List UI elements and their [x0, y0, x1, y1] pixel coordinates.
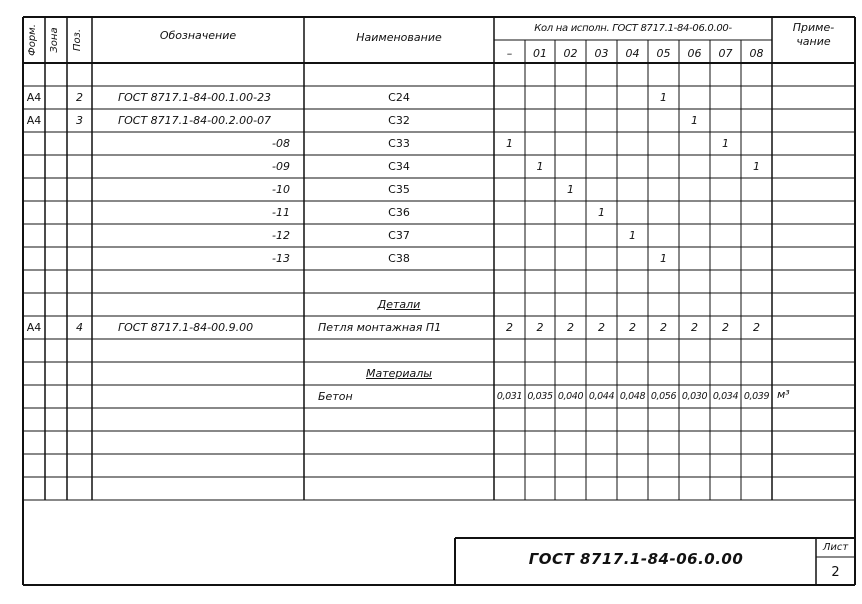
row-name: С35 — [388, 183, 410, 196]
material-quantity: 0,056 — [650, 391, 677, 402]
header-quantity-title: Кол на исполн. ГОСТ 8717.1-84-06.0.00- — [534, 23, 732, 34]
quantity-cell: 1 — [567, 183, 574, 196]
row-format: A4 — [26, 91, 42, 104]
document-number: ГОСТ 8717.1-84-06.0.00 — [528, 550, 744, 568]
material-quantity: 0,039 — [743, 391, 770, 402]
row-designation: -08 — [272, 137, 290, 150]
row-name: С33 — [388, 137, 410, 150]
row-name: С36 — [388, 206, 410, 219]
material-quantity: 0,048 — [619, 391, 646, 402]
row-format: A4 — [26, 114, 42, 127]
material-unit: м³ — [777, 388, 790, 401]
variant-header: 02 — [563, 47, 578, 60]
quantity-cell: 2 — [567, 321, 574, 334]
sheet-number: 2 — [831, 565, 840, 580]
quantity-cell: 1 — [722, 137, 729, 150]
row-designation: ГОСТ 8717.1-84-00.9.00 — [118, 321, 254, 334]
quantity-cell: 1 — [536, 160, 544, 173]
quantity-cell: 1 — [506, 137, 513, 150]
material-quantity: 0,034 — [712, 391, 739, 402]
row-designation: ГОСТ 8717.1-84-00.2.00-07 — [118, 114, 272, 127]
row-name: С24 — [388, 91, 410, 104]
header-note-line2: чание — [796, 35, 831, 48]
row-designation: -11 — [272, 206, 290, 219]
variant-header: 04 — [625, 47, 640, 60]
quantity-cell: 2 — [753, 321, 760, 334]
quantity-cell: 2 — [691, 321, 698, 334]
header-position: Поз. — [72, 28, 83, 52]
quantity-cell: 1 — [629, 229, 636, 242]
material-name: Бетон — [318, 390, 353, 403]
header-name: Наименование — [356, 31, 442, 44]
row-name: С32 — [388, 114, 410, 127]
row-designation: -12 — [272, 229, 290, 242]
header-designation: Обозначение — [159, 29, 237, 42]
row-name: С38 — [388, 252, 410, 265]
quantity-cell: 1 — [691, 114, 698, 127]
variant-header: 05 — [656, 47, 671, 60]
material-quantity: 0,030 — [681, 391, 708, 402]
quantity-cell: 1 — [753, 160, 760, 173]
header-zone: Зона — [49, 27, 60, 53]
quantity-cell: 1 — [598, 206, 605, 219]
row-designation: -13 — [272, 252, 290, 265]
quantity-cell: 2 — [598, 321, 605, 334]
material-quantity: 0,044 — [588, 391, 615, 402]
section-title-parts: Детали — [377, 298, 421, 311]
row-name: С34 — [388, 160, 410, 173]
row-position: 3 — [76, 114, 83, 127]
row-format: A4 — [26, 321, 42, 334]
quantity-cell: 1 — [660, 252, 667, 265]
quantity-cell: 2 — [660, 321, 667, 334]
quantity-cell: 2 — [629, 321, 636, 334]
material-quantity: 0,031 — [496, 391, 523, 402]
variant-header: 03 — [594, 47, 609, 60]
quantity-cell: 2 — [506, 321, 513, 334]
material-quantity: 0,035 — [527, 391, 553, 402]
variant-header: 07 — [718, 47, 733, 60]
quantity-cell: 2 — [536, 321, 544, 334]
quantity-cell: 1 — [660, 91, 667, 104]
sheet-label: Лист — [822, 542, 849, 553]
row-name: Петля монтажная П1 — [318, 321, 442, 334]
header-note-line1: Приме- — [792, 21, 835, 34]
row-position: 2 — [76, 91, 83, 104]
row-position: 4 — [76, 321, 83, 334]
section-title-materials: Материалы — [366, 367, 432, 380]
row-designation: -10 — [272, 183, 290, 196]
row-designation: ГОСТ 8717.1-84-00.1.00-23 — [118, 91, 272, 104]
variant-header: 08 — [749, 47, 764, 60]
header-format: Форм. — [27, 24, 38, 56]
variant-header: 01 — [533, 47, 547, 60]
row-designation: -09 — [272, 160, 290, 173]
quantity-cell: 2 — [722, 321, 729, 334]
variant-header: 06 — [687, 47, 702, 60]
material-quantity: 0,040 — [557, 391, 584, 402]
variant-header: – — [506, 47, 513, 60]
row-name: С37 — [388, 229, 410, 242]
